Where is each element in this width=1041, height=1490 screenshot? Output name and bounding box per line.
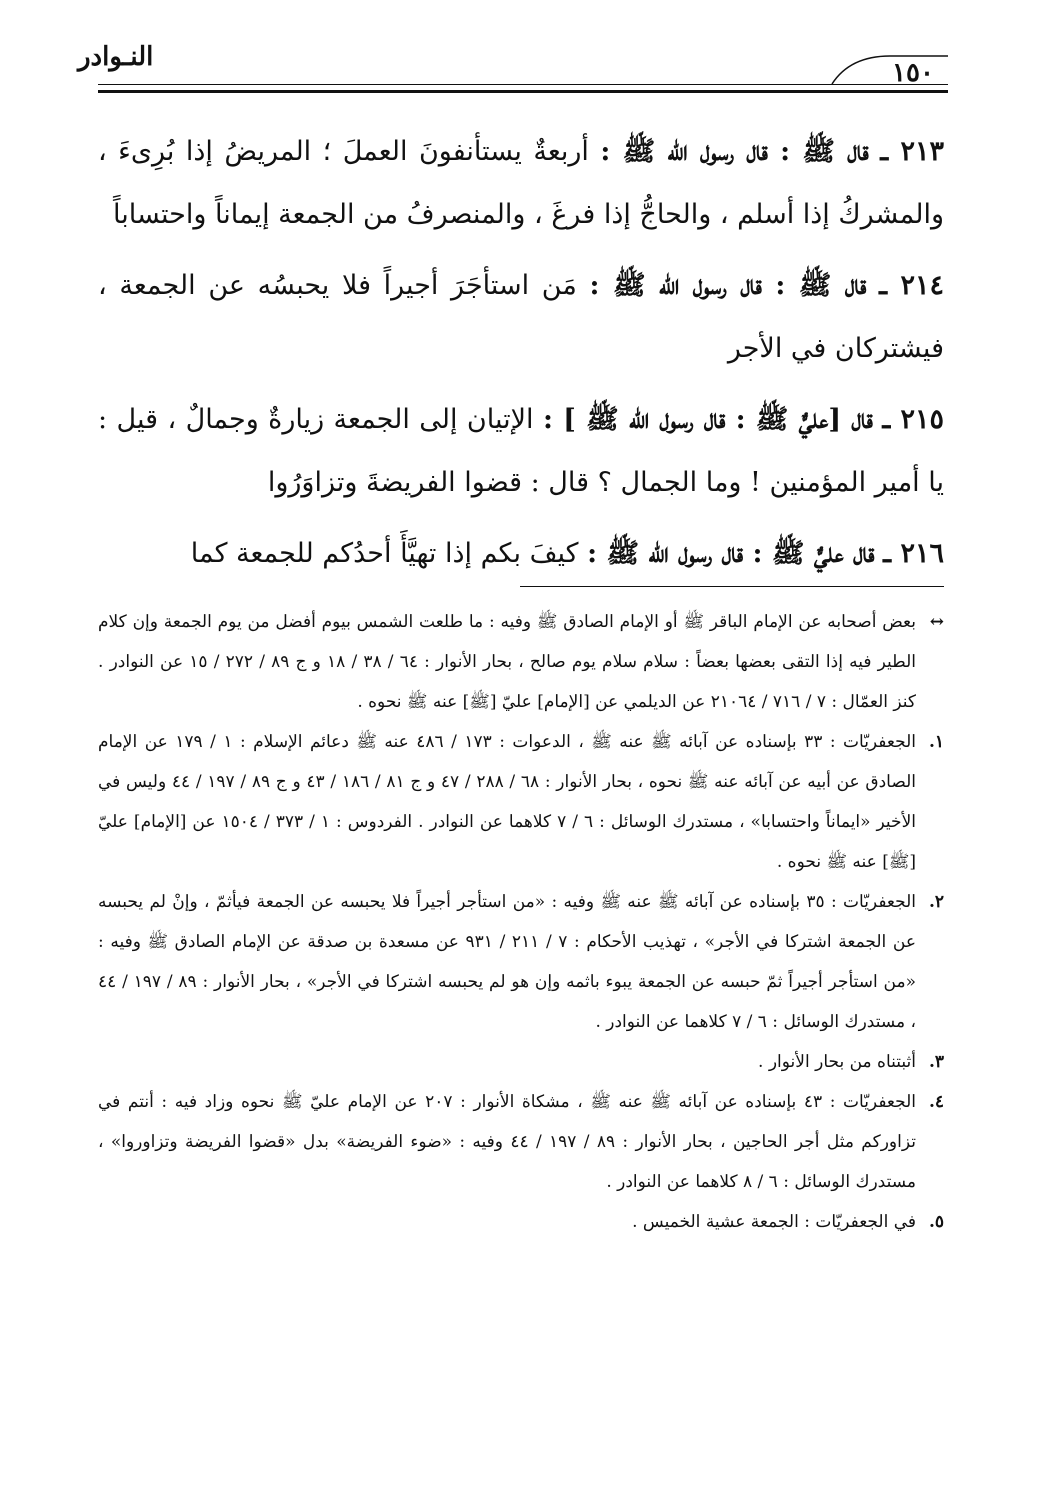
footnote-mark: ٥. (928, 1212, 944, 1232)
footnote (98, 882, 944, 1042)
footnote-text: بعض أصحابه عن الإمام الباقر ﷺ أو الإمام الصادق ﷺ وفيه : ما طلعت الشمس بيوم أفضل من يوم الجمعة وإن كلام الطير فيه إذا التقى بعضها بعضاً : سلام سلام يوم صالح ، بحار الأنوار : ٦٤ / ٣٨ / ١٨ و ج ٨٩ / ٢٧٢ / ١٥ عن النوادر . كنز العمّال : ٧ / ٧١٦ / ٢١٠٦٤ عن الديلمي عن [الإمام] عليّ [ﷺ] عنه ﷺ نحوه . (98, 612, 916, 712)
footnote-text: الجعفريّات : ٣٣ بإسناده عن آبائه ﷺ عنه ﷺ ، الدعوات : ١٧٣ / ٤٨٦ عنه ﷺ دعائم الإسلام : ١ / ١٧٩ عن الإمام الصادق عن أبيه عن آبائه عنه ﷺ نحوه ، بحار الأنوار : ٦٨ / ٢٨٨ / ٤٧ و ج ٨١ / ١٨٦ / ٤٣ و ج ٨٩ / ١٩٧ / ٤٤ وليس في الأخير «ايماناً واحتسابا» ، مستدرك الوسائل : ٦ / ٧ كلاهما عن النوادر . الفردوس : ١ / ٣٧٣ / ١٥٠٤ عن [الإمام] عليّ [ﷺ] عنه ﷺ نحوه . (98, 732, 916, 872)
hadith-text: كيفَ بكم إذا تهيَّأَ أحدُكم للجمعة كما (190, 538, 579, 569)
footnote (98, 1202, 944, 1242)
footnote-mark: ٢. (928, 892, 944, 912)
hadith-attribution: قال ﷺ : قال رسول الله ﷺ : (600, 136, 869, 167)
footnote (98, 1042, 944, 1082)
header-rule-thick (98, 90, 948, 93)
footnote-mark: ٤. (928, 1092, 944, 1112)
hadith-attribution: قال عليٌّ ﷺ : قال رسول الله ﷺ : (587, 538, 875, 569)
footnotes (98, 602, 944, 1242)
footnote (98, 1082, 944, 1202)
hadith-text: الإتيان إلى الجمعة زيارةٌ وجمالٌ ، قيل : يا أمير المؤمنين ! وما الجمال ؟ قال : قضوا الفريضةَ وتزاوَرُوا (98, 404, 944, 498)
hadith-number: ٢١٣ ـ (880, 136, 944, 167)
hadith-paragraph (98, 522, 944, 585)
main-text (98, 120, 944, 593)
footnote (98, 602, 944, 722)
hadith-attribution: قال [عليٌّ ﷺ : قال رسول الله ﷺ ] : (542, 404, 873, 435)
hadith-paragraph (98, 388, 944, 514)
footnote-separator (520, 586, 944, 587)
footnote (98, 722, 944, 882)
hadith-number: ٢١٦ ـ (883, 538, 944, 569)
hadith-text: مَن استأجَرَ أجيراً فلا يحبسُه عن الجمعة ، فيشتركان في الأجر (98, 270, 944, 364)
footnote-text: الجعفريّات : ٤٣ بإسناده عن آبائه ﷺ عنه ﷺ ، مشكاة الأنوار : ٢٠٧ عن الإمام عليّ ﷺ نحوه وزاد فيه : أنتم في تزاوركم مثل أجر الحاجين ، بحار الأنوار : ٨٩ / ١٩٧ / ٤٤ وفيه : «ضوء الفريضة» بدل «قضوا الفريضة وتزاوروا» ، مستدرك الوسائل : ٦ / ٨ كلاهما عن النوادر . (98, 1092, 916, 1192)
hadith-number: ٢١٥ ـ (882, 404, 944, 435)
footnote-text: أثبتناه من بحار الأنوار . (758, 1052, 916, 1072)
header-rule-thin (98, 84, 948, 85)
hadith-paragraph (98, 120, 944, 246)
footnote-mark: ١. (928, 732, 944, 752)
footnote-mark: ↔ (929, 612, 944, 632)
footnote-text: في الجعفريّات : الجمعة عشية الخميس . (632, 1212, 916, 1232)
page-number: ١٥٠ (892, 58, 934, 88)
hadith-attribution: قال ﷺ : قال رسول الله ﷺ : (589, 270, 867, 301)
hadith-paragraph (98, 254, 944, 380)
footnote-mark: ٣. (928, 1052, 944, 1072)
hadith-text: أربعةٌ يستأنفونَ العملَ ؛ المريضُ إذا بُرِىءَ ، والمشركُ إذا أسلم ، والحاجُّ إذا فرغَ ، والمنصرفُ من الجمعة إيماناً واحتساباً (98, 136, 944, 230)
footnote-text: الجعفريّات : ٣٥ بإسناده عن آبائه ﷺ عنه ﷺ وفيه : «من استأجر أجيراً فلا يحبسه عن الجمعة فيأثمّ ، وإنْ لم يحبسه عن الجمعة اشتركا في الأجر» ، تهذيب الأحكام : ٧ / ٢١١ / ٩٣١ عن مسعدة بن صدقة عن الإمام الصادق ﷺ وفيه : «من استأجر أجيراً ثمّ حبسه عن الجمعة يبوء باثمه وإن هو لم يحبسه اشتركا في الأجر» ، بحار الأنوار : ٨٩ / ١٩٧ / ٤٤ ، مستدرك الوسائل : ٦ / ٧ كلاهما عن النوادر . (98, 892, 916, 1032)
running-header-title: النـوادر (78, 42, 154, 72)
hadith-number: ٢١٤ ـ (879, 270, 944, 301)
